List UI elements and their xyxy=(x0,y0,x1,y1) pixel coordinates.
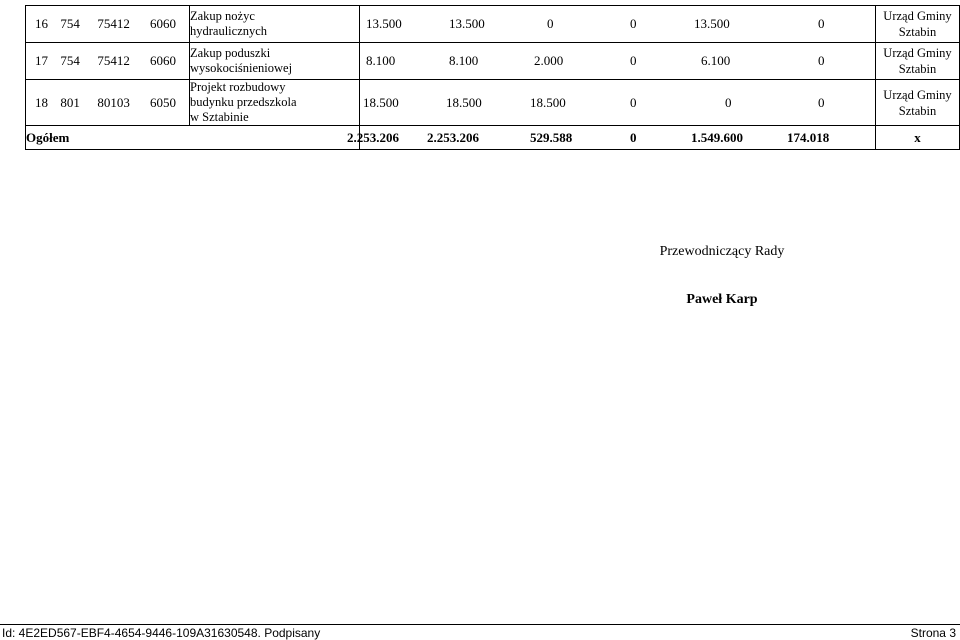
value-cell: 8.100 xyxy=(366,53,396,68)
row-values xyxy=(360,6,876,43)
desc-line: hydraulicznych xyxy=(190,24,268,38)
row-identifiers xyxy=(26,43,190,80)
value-cell: 18.500 xyxy=(363,94,399,110)
row-dzial: 754 xyxy=(60,16,80,31)
value-cell: 0 xyxy=(547,16,554,31)
row-lp: 17 xyxy=(35,53,48,68)
desc-line: w Sztabinie xyxy=(190,110,249,124)
table-row xyxy=(26,80,960,126)
row-paragraf: 6060 xyxy=(150,16,177,31)
value-cell: 18.500 xyxy=(446,94,482,110)
signature-title: Przewodniczący Rady xyxy=(659,244,785,259)
desc-line: Zakup poduszki xyxy=(190,46,271,60)
row-identifiers xyxy=(26,6,190,43)
total-value: 174.018 xyxy=(787,129,830,145)
value-cell: 0 xyxy=(818,16,825,31)
row-values xyxy=(360,43,876,80)
desc-line: Zakup nożyc xyxy=(190,9,255,23)
row-lp: 18 xyxy=(35,94,48,110)
location-line: Urząd Gminy xyxy=(883,46,952,60)
value-cell: 0 xyxy=(818,94,825,110)
row-dzial: 754 xyxy=(60,53,80,68)
value-cell: 13.500 xyxy=(366,16,402,31)
footer-document-id: Id: 4E2ED567-EBF4-4654-9446-109A31630548. Podpisany xyxy=(2,626,321,640)
table-row xyxy=(26,6,960,43)
location-line: Urząd Gminy xyxy=(883,9,952,23)
location-line: Sztabin xyxy=(898,62,937,76)
value-cell: 6.100 xyxy=(701,53,731,68)
row-description xyxy=(190,6,360,43)
signature-name: Paweł Karp xyxy=(686,292,758,307)
location-line: Sztabin xyxy=(898,25,937,39)
budget-table xyxy=(25,5,960,150)
row-paragraf: 6050 xyxy=(150,94,177,110)
location-line: Urząd Gminy xyxy=(883,87,952,102)
value-cell: 13.500 xyxy=(694,16,730,31)
row-lp: 16 xyxy=(35,16,48,31)
row-rozdzial: 75412 xyxy=(97,53,130,68)
desc-line: wysokociśnieniowej xyxy=(190,61,293,75)
desc-line: Projekt rozbudowy xyxy=(190,80,286,94)
row-paragraf: 6060 xyxy=(150,53,177,68)
row-rozdzial: 80103 xyxy=(97,94,130,110)
value-cell: 8.100 xyxy=(449,53,479,68)
value-cell: 0 xyxy=(725,94,732,110)
total-value: 529.588 xyxy=(530,129,573,145)
row-location xyxy=(876,43,960,80)
value-cell: 13.500 xyxy=(449,16,485,31)
total-row xyxy=(26,126,960,150)
row-description xyxy=(190,80,360,126)
row-location xyxy=(876,6,960,43)
value-cell: 0 xyxy=(630,16,637,31)
row-values xyxy=(360,80,876,126)
total-value: 0 xyxy=(630,129,637,145)
total-last: x xyxy=(876,126,960,150)
total-label: Ogółem xyxy=(26,126,360,150)
total-value: 1.549.600 xyxy=(691,129,743,145)
row-dzial: 801 xyxy=(60,94,80,110)
value-cell: 2.000 xyxy=(534,53,564,68)
footer-divider xyxy=(0,624,960,625)
total-value: 2.253.206 xyxy=(347,129,399,145)
total-value: 2.253.206 xyxy=(427,129,479,145)
value-cell: 0 xyxy=(630,53,637,68)
row-location xyxy=(876,80,960,126)
desc-line: budynku przedszkola xyxy=(190,95,297,109)
row-identifiers xyxy=(26,80,190,126)
location-line: Sztabin xyxy=(898,103,937,118)
footer-page-number: Strona 3 xyxy=(910,626,956,640)
row-description xyxy=(190,43,360,80)
total-values xyxy=(347,126,876,150)
value-cell: 0 xyxy=(630,94,637,110)
table-row xyxy=(26,43,960,80)
row-rozdzial: 75412 xyxy=(97,16,130,31)
value-cell: 18.500 xyxy=(530,94,566,110)
value-cell: 0 xyxy=(818,53,825,68)
